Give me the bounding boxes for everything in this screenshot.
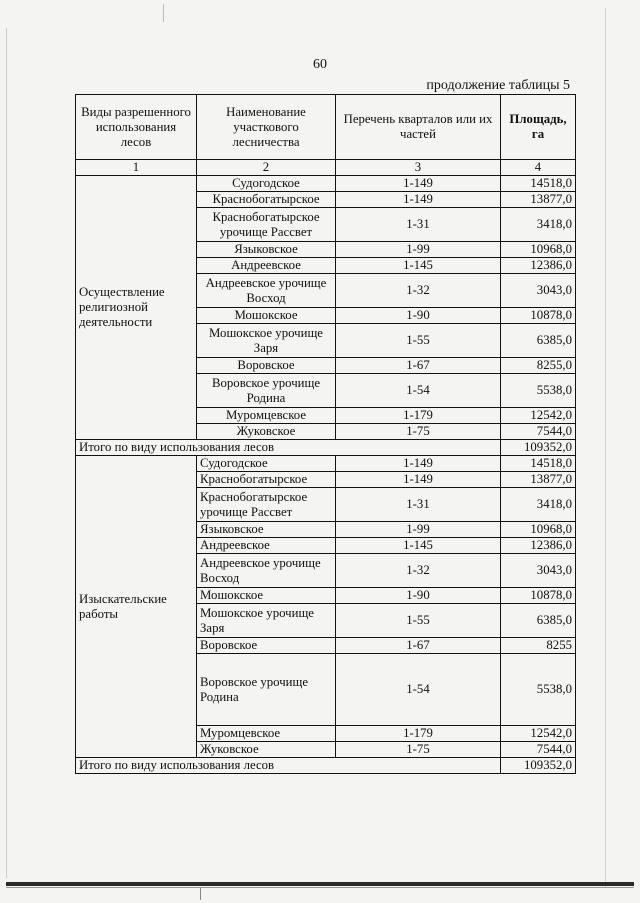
forestry-name-cell: Краснобогатырское — [197, 472, 336, 488]
scan-bottom-edge-thin — [6, 887, 634, 888]
area-cell: 10968,0 — [501, 522, 576, 538]
quarters-cell: 1-149 — [336, 456, 501, 472]
quarters-cell: 1-31 — [336, 208, 501, 242]
header-quarters: Перечень кварталов или их частей — [336, 95, 501, 160]
area-cell: 12542,0 — [501, 408, 576, 424]
area-cell: 3043,0 — [501, 554, 576, 588]
area-cell: 10878,0 — [501, 308, 576, 324]
area-cell: 12542,0 — [501, 726, 576, 742]
forestry-name-cell: Жуковское — [197, 742, 336, 758]
quarters-cell: 1-90 — [336, 588, 501, 604]
area-cell: 14518,0 — [501, 176, 576, 192]
forestry-name-cell: Андреевское урочище Восход — [197, 554, 336, 588]
area-cell: 13877,0 — [501, 192, 576, 208]
table-continuation-caption: продолжение таблицы 5 — [426, 78, 570, 93]
scan-edge-left — [6, 28, 7, 878]
quarters-cell: 1-149 — [336, 472, 501, 488]
total-label: Итого по виду использования лесов — [76, 758, 501, 774]
forestry-name-cell: Судогодское — [197, 456, 336, 472]
table-header-row — [76, 95, 576, 160]
column-number: 3 — [336, 160, 501, 176]
scan-edge-right — [605, 8, 606, 888]
column-number: 4 — [501, 160, 576, 176]
quarters-cell: 1-31 — [336, 488, 501, 522]
quarters-cell: 1-54 — [336, 374, 501, 408]
table-row — [76, 456, 576, 472]
quarters-cell: 1-99 — [336, 522, 501, 538]
column-number-row — [76, 160, 576, 176]
quarters-cell: 1-54 — [336, 654, 501, 726]
area-cell: 5538,0 — [501, 654, 576, 726]
quarters-cell: 1-75 — [336, 424, 501, 440]
total-label: Итого по виду использования лесов — [76, 440, 501, 456]
forestry-name-cell: Краснобогатырское урочище Рассвет — [197, 488, 336, 522]
quarters-cell: 1-55 — [336, 604, 501, 638]
quarters-cell: 1-32 — [336, 274, 501, 308]
forestry-name-cell: Воровское урочище Родина — [197, 374, 336, 408]
column-number: 2 — [197, 160, 336, 176]
forestry-name-cell: Языковское — [197, 242, 336, 258]
quarters-cell: 1-99 — [336, 242, 501, 258]
header-forestry-name: Наименование участкового лесничества — [197, 95, 336, 160]
quarters-cell: 1-90 — [336, 308, 501, 324]
scan-mark — [200, 888, 201, 900]
quarters-cell: 1-67 — [336, 358, 501, 374]
header-use-type: Виды разрешенного использования лесов — [76, 95, 197, 160]
table-row — [76, 176, 576, 192]
quarters-cell: 1-55 — [336, 324, 501, 358]
area-cell: 8255,0 — [501, 358, 576, 374]
area-cell: 7544,0 — [501, 424, 576, 440]
area-cell: 6385,0 — [501, 324, 576, 358]
forestry-name-cell: Языковское — [197, 522, 336, 538]
area-cell: 10878,0 — [501, 588, 576, 604]
page-number: 60 — [313, 57, 327, 72]
column-number: 1 — [76, 160, 197, 176]
forestry-name-cell: Мошокское — [197, 308, 336, 324]
forestry-name-cell: Андреевское — [197, 258, 336, 274]
forestry-name-cell: Мошокское — [197, 588, 336, 604]
area-cell: 12386,0 — [501, 258, 576, 274]
forestry-name-cell: Воровское — [197, 358, 336, 374]
area-cell: 6385,0 — [501, 604, 576, 638]
quarters-cell: 1-32 — [336, 554, 501, 588]
area-cell: 10968,0 — [501, 242, 576, 258]
area-cell: 13877,0 — [501, 472, 576, 488]
quarters-cell: 1-179 — [336, 408, 501, 424]
quarters-cell: 1-145 — [336, 258, 501, 274]
forestry-name-cell: Мошокское урочище Заря — [197, 324, 336, 358]
forestry-name-cell: Судогодское — [197, 176, 336, 192]
total-area: 109352,0 — [501, 758, 576, 774]
scan-mark — [163, 4, 164, 22]
scan-bottom-edge — [6, 882, 634, 886]
area-cell: 3418,0 — [501, 488, 576, 522]
forestry-name-cell: Краснобогатырское — [197, 192, 336, 208]
forestry-name-cell: Краснобогатырское урочище Рассвет — [197, 208, 336, 242]
use-type-cell: Изыскательские работы — [76, 456, 197, 758]
area-cell: 8255 — [501, 638, 576, 654]
total-area: 109352,0 — [501, 440, 576, 456]
forestry-name-cell: Мошокское урочище Заря — [197, 604, 336, 638]
area-cell: 12386,0 — [501, 538, 576, 554]
forestry-name-cell: Андреевское — [197, 538, 336, 554]
area-cell: 7544,0 — [501, 742, 576, 758]
quarters-cell: 1-75 — [336, 742, 501, 758]
table-body — [76, 176, 576, 774]
use-type-cell: Осуществление религиозной деятельности — [76, 176, 197, 440]
forestry-name-cell: Муромцевское — [197, 726, 336, 742]
forestry-name-cell: Воровское урочище Родина — [197, 654, 336, 726]
quarters-cell: 1-149 — [336, 176, 501, 192]
quarters-cell: 1-67 — [336, 638, 501, 654]
area-cell: 14518,0 — [501, 456, 576, 472]
quarters-cell: 1-145 — [336, 538, 501, 554]
area-cell: 5538,0 — [501, 374, 576, 408]
forestry-name-cell: Воровское — [197, 638, 336, 654]
quarters-cell: 1-149 — [336, 192, 501, 208]
total-row — [76, 758, 576, 774]
forestry-name-cell: Андреевское урочище Восход — [197, 274, 336, 308]
forestry-name-cell: Муромцевское — [197, 408, 336, 424]
forest-use-table — [75, 94, 576, 774]
quarters-cell: 1-179 — [336, 726, 501, 742]
forestry-name-cell: Жуковское — [197, 424, 336, 440]
total-row — [76, 440, 576, 456]
area-cell: 3043,0 — [501, 274, 576, 308]
area-cell: 3418,0 — [501, 208, 576, 242]
header-area: Площадь, га — [501, 95, 576, 160]
